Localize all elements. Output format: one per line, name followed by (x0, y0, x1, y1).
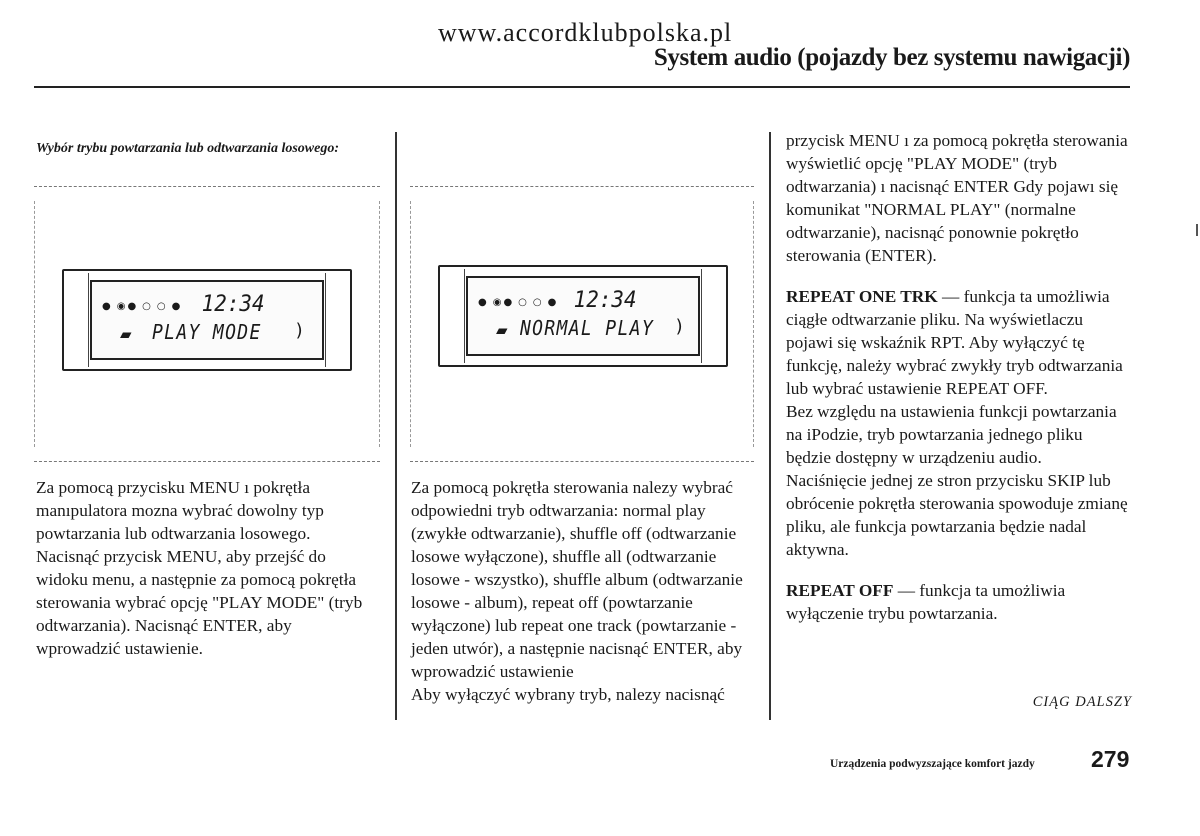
disc-icon: ▰ (496, 321, 508, 339)
repeat-one-entry (786, 285, 1131, 400)
paragraph: Za pomocą przycisku MENU ı pokrętła manıpulatora mozna wybrać dowolny typ powtarzania lub odtwarzania losowego. Nacisnąć przycisk MENU, aby przejść do widoku menu, a następnie za pomocą pokrętła sterowania wybrać opcję "PLAY MODE" (tryb odtwarzania). Nacisnąć ENTER, aby wprowadzić ustawienie. (36, 478, 363, 658)
figure-edge (753, 201, 754, 447)
display-bevel (325, 273, 350, 367)
figure-edge (379, 201, 380, 447)
paragraph: Naciśnięcie jednej ze stron przycisku SKIP lub obrócenie pokrętła sterowania spowoduje zmianę pliku, ale funkcja powtarzania będzie nadal aktywna. (786, 471, 1128, 559)
paragraph: Aby wyłączyć wybrany tryb, nalezy nacisnąć (411, 685, 725, 704)
right-column-text (786, 129, 1131, 625)
display-bracket: ) (294, 320, 305, 341)
figure-edge (410, 201, 411, 447)
display-screen (466, 276, 700, 356)
paragraph: przycisk MENU ı za pomocą pokrętła sterowania wyświetlić opcję "PLAY MODE" (tryb odtwarzania) ı nacisnąć ENTER Gdy pojawı się komunikat "NORMAL PLAY" (normalne odtwarzanie), nacisnąć ponownie pokrętło sterowania (ENTER). (786, 131, 1128, 265)
middle-column-text (411, 476, 761, 706)
definition: funkcja ta umożliwia ciągłe odtwarzanie pliku. Na wyświetlaczu pojawi się wskaźnik RPT. Aby wyłączyć tę funkcję, należy wybrać zwykły tryb odtwarzania lub wybrać ustawienie REPEAT OFF. (786, 287, 1123, 398)
term-repeat-off: REPEAT OFF (786, 581, 894, 600)
footer-section-label: Urządzenia podwyzszające komfort jazdy (830, 758, 1035, 770)
margin-mark (1196, 224, 1198, 236)
display-clock: 12:34 (201, 292, 265, 317)
continued-label: CIĄG DALSZY (1032, 694, 1132, 710)
display-bracket: ) (674, 316, 685, 337)
radio-display (62, 269, 352, 371)
page-number: 279 (1091, 746, 1130, 772)
column-divider-left (395, 132, 397, 720)
repeat-off-entry (786, 579, 1131, 625)
status-indicators-icon: ● ◉● ○ ○ ● (102, 301, 183, 312)
figure-edge (34, 201, 35, 447)
display-message: PLAY MODE (152, 320, 262, 344)
radio-display (438, 265, 728, 367)
term-dash: — (893, 581, 920, 600)
display-screen (90, 280, 324, 360)
paragraph: Za pomocą pokrętła sterowania nalezy wybrać odpowiedni tryb odtwarzania: normal play (zwykłe odtwarzanie), shuffle off (odtwarzanie losowe wyłączone), shuffle all (odtwarzanie losowe - wszystko), shuffle album (odtwarzanie losowe - album), repeat off (powtarzanie wyłączone) lub repeat one track (powtarzanie - jeden utwór), a następnie nacisnąć ENTER, aby wprowadzić ustawienie (411, 478, 743, 681)
display-figure-left (34, 186, 380, 462)
section-title: System audio (pojazdy bez systemu nawigacji) (653, 44, 1130, 71)
header-rule (34, 86, 1130, 88)
status-indicators-icon: ● ◉● ○ ○ ● (478, 297, 559, 308)
display-message: NORMAL PLAY (520, 316, 655, 340)
disc-icon: ▰ (120, 325, 132, 343)
paragraph: Bez względu na ustawienia funkcji powtarzania na iPodzie, tryb powtarzania jednego pliku będzie dostępny w urządzeniu audio. (786, 402, 1117, 467)
term-dash: — (937, 287, 964, 306)
display-bevel (64, 273, 89, 367)
term-repeat-one: REPEAT ONE TRK (786, 287, 938, 306)
display-figure-middle (410, 186, 754, 462)
display-bevel (701, 269, 726, 363)
left-column-text (36, 476, 372, 660)
display-bevel (440, 269, 465, 363)
site-url: www.accordklubpolska.pl (438, 18, 733, 47)
definition: funkcja ta umożliwia wyłączenie trybu powtarzania. (786, 581, 1066, 623)
subheading: Wybór trybu powtarzania lub odtwarzania losowego: (36, 141, 340, 156)
column-divider-right (769, 132, 771, 720)
display-clock: 12:34 (573, 288, 637, 313)
